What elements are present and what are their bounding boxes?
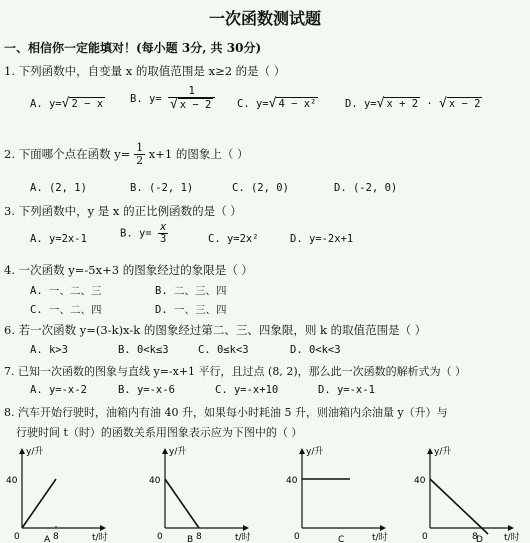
graph-d-letter: D <box>476 535 483 543</box>
graph-b-x-tick: 8 <box>196 532 202 542</box>
q6-option-d: D. 0<k<3 <box>290 344 341 356</box>
q6-option-b: B. 0<k≤3 <box>118 344 169 356</box>
graph-c-y-tick: 40 <box>286 476 298 486</box>
graph-b <box>143 446 273 543</box>
question-3-stem: 3. 下列函数中，y 是 x 的正比例函数的是（ ） <box>4 204 242 218</box>
graph-d-origin: 0 <box>422 532 428 542</box>
q6-option-a: A. k>3 <box>30 344 68 356</box>
question-6-stem: 6. 若一次函数 y=(3-k)x-k 的图象经过第二、三、四象限，则 k 的取值范围是（ ） <box>4 323 427 337</box>
q2-option-c: C. (2, 0) <box>232 182 289 194</box>
graph-d-y-label: y/升 <box>434 447 452 457</box>
question-4-stem: 4. 一次函数 y=-5x+3 的图象经过的象限是（ ） <box>4 263 253 277</box>
q3-option-b: B. y= $\frac{x}{3}$ <box>120 221 167 246</box>
q1-a-radicand: 2 − x <box>71 98 104 110</box>
graph-d <box>408 446 530 543</box>
q4-option-c: C. 一、二、四 <box>30 304 102 316</box>
graph-c <box>280 446 410 543</box>
graph-b-y-tick: 40 <box>149 476 161 486</box>
q2-option-b: B. (-2, 1) <box>130 182 194 194</box>
q7-option-a: A. y=-x-2 <box>30 384 87 396</box>
graph-b-origin: 0 <box>157 532 163 542</box>
graph-a-x-label: t/时 <box>92 533 108 543</box>
section-heading: 一、相信你一定能填对！(每小题 3分, 共 30分) <box>4 41 262 55</box>
q7-option-b: B. y=-x-6 <box>118 384 175 396</box>
graph-c-x-label: t/时 <box>372 533 388 543</box>
graph-c-origin: 0 <box>294 532 300 542</box>
q4-option-d: D. 一、三、四 <box>155 304 227 316</box>
q3-option-d: D. y=-2x+1 <box>290 233 354 245</box>
graph-b-y-label: y/升 <box>169 447 187 457</box>
graph-c-letter: C <box>338 535 345 543</box>
q4-option-a: A. 一、二、三 <box>30 285 102 297</box>
graph-a-letter: A <box>44 535 51 543</box>
q7-option-d: D. y=-x-1 <box>318 384 375 396</box>
q7-option-c: C. y=-x+10 <box>215 384 279 396</box>
graph-b-x-label: t/时 <box>235 533 251 543</box>
question-8-stem-line2: 行驶时间 t（时）的函数关系用图象表示应为下图中的（ ） <box>16 426 303 439</box>
q1-b-fraction: $\frac{1}{√ x - 2}$ <box>168 86 215 112</box>
graph-a-y-label: y/升 <box>26 447 44 457</box>
graph-a-origin: 0 <box>14 532 20 542</box>
page-title: 一次函数测试题 <box>208 9 321 28</box>
graph-a-y-tick: 40 <box>6 476 18 486</box>
q3-option-a: A. y=2x-1 <box>30 233 87 245</box>
q2-fraction: $\frac{1}{2}$ <box>136 141 144 167</box>
graph-b-letter: B <box>187 535 194 543</box>
q2-option-d: D. (-2, 0) <box>334 182 398 194</box>
graph-d-x-tick: 8 <box>472 532 478 542</box>
question-7-stem: 7. 已知一次函数的图象与直线 y=-x+1 平行，且过点 (8, 2)，那么此一次函数的解析式为（ ） <box>4 365 467 378</box>
graph-d-x-label: t/时 <box>504 533 520 543</box>
q1-option-d: D. y=√ x + 2 · √ x − 2 <box>345 96 481 111</box>
question-1-stem: 1. 下列函数中，自变量 x 的取值范围是 x≥2 的是（ ） <box>4 64 286 78</box>
question-2-stem: 2. 下面哪个点在函数 y= $\frac{1}{2}$ x+1 的图象上（ ） <box>4 141 249 167</box>
q4-option-b: B. 二、三、四 <box>155 285 227 297</box>
graph-c-y-label: y/升 <box>306 447 324 457</box>
q2-option-a: A. (2, 1) <box>30 182 87 194</box>
q1-option-a: A. y=√ 2 − x <box>30 96 104 111</box>
q6-option-c: C. 0≤k<3 <box>198 344 249 356</box>
question-8-stem-line1: 8. 汽车开始行驶时，油箱内有油 40 升，如果每小时耗油 5 升，则油箱内余油量 y（升）与 <box>4 406 448 419</box>
q3-option-c: C. y=2x² <box>208 233 259 245</box>
graph-a-x-tick: 8 <box>53 532 59 542</box>
q1-option-c: C. y=√ 4 − x² <box>237 96 317 111</box>
graph-d-y-tick: 40 <box>414 476 426 486</box>
q1-option-b: B. y= $\frac{1}{√ x - 2}$ <box>130 86 215 112</box>
graph-a <box>0 446 130 543</box>
